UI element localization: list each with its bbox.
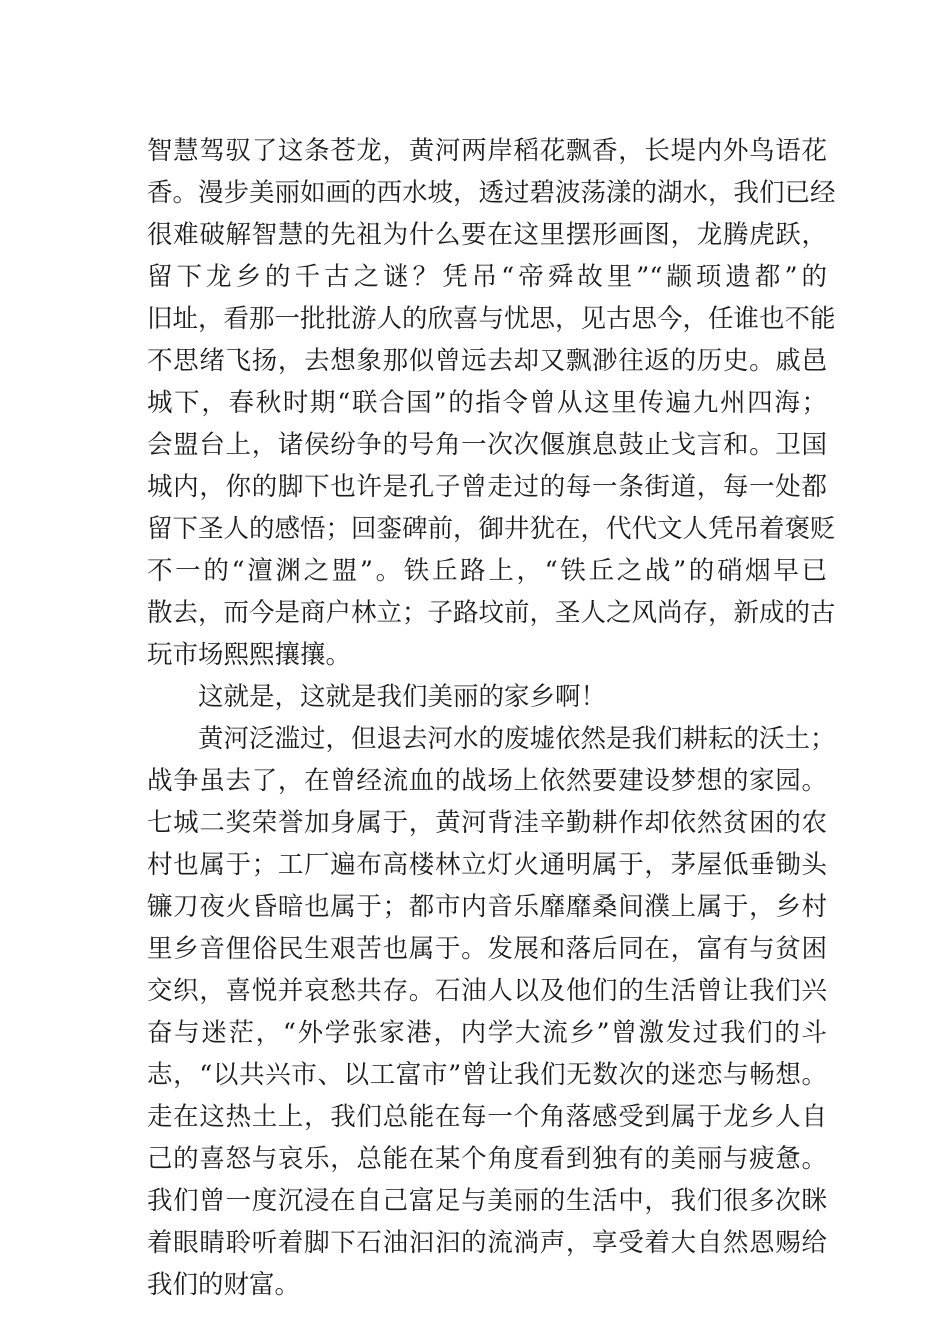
text-line: 走在这热土上，我们总能在每一个角落感受到属于龙乡人自 bbox=[147, 1102, 827, 1132]
text-line: 我们曾一度沉浸在自己富足与美丽的生活中，我们很多次眯 bbox=[147, 1186, 827, 1216]
text-line: 黄河泛滥过，但退去河水的废墟依然是我们耕耘的沃土； bbox=[198, 724, 836, 754]
text-line: 里乡音俚俗民生艰苦也属于。发展和落后同在，富有与贫困 bbox=[147, 934, 827, 964]
text-line: 玩市场熙熙攘攘。 bbox=[147, 640, 352, 670]
text-line: 香。漫步美丽如画的西水坡，透过碧波荡漾的湖水，我们已经 bbox=[147, 178, 836, 208]
text-line: 着眼睛聆听着脚下石油汩汩的流淌声，享受着大自然恩赐给 bbox=[147, 1228, 827, 1258]
text-line: 不一的“澶渊之盟”。铁丘路上，“铁丘之战”的硝烟早已 bbox=[147, 556, 827, 586]
text-line: 留下圣人的感悟；回銮碑前，御井犹在，代代文人凭吊着褒贬 bbox=[147, 514, 836, 544]
text-line: 散去，而今是商户林立；子路坟前，圣人之风尚存，新成的古 bbox=[147, 598, 836, 628]
text-line: 留下龙乡的千古之谜？凭吊“帝舜故里”“颛顼遗都”的 bbox=[147, 262, 827, 292]
text-line: 我们的财富。 bbox=[147, 1270, 301, 1300]
text-line: 镰刀夜火昏暗也属于；都市内音乐靡靡桑间濮上属于，乡村 bbox=[147, 892, 827, 922]
text-line: 旧址，看那一批批游人的欣喜与忧思，见古思今，任谁也不能 bbox=[147, 304, 836, 334]
text-line: 不思绪飞扬，去想象那似曾远去却又飘渺往返的历史。戚邑 bbox=[147, 346, 827, 376]
text-line: 交织，喜悦并哀愁共存。石油人以及他们的生活曾让我们兴 bbox=[147, 976, 827, 1006]
text-line: 城内，你的脚下也许是孔子曾走过的每一条街道，每一处都 bbox=[147, 472, 827, 502]
body-text bbox=[147, 130, 836, 1306]
text-line: 志，“以共兴市、以工富市”曾让我们无数次的迷恋与畅想。 bbox=[147, 1060, 827, 1090]
text-line: 智慧驾驭了这条苍龙，黄河两岸稻花飘香，长堤内外鸟语花 bbox=[147, 136, 827, 166]
text-line: 战争虽去了，在曾经流血的战场上依然要建设梦想的家园。 bbox=[147, 766, 827, 796]
text-line: 村也属于；工厂遍布高楼林立灯火通明属于，茅屋低垂锄头 bbox=[147, 850, 827, 880]
text-line: 城下，春秋时期“联合国”的指令曾从这里传遍九州四海； bbox=[147, 388, 827, 418]
text-line: 这就是，这就是我们美丽的家乡啊！ bbox=[198, 682, 607, 712]
text-line: 很难破解智慧的先祖为什么要在这里摆形画图，龙腾虎跃， bbox=[147, 220, 827, 250]
text-line: 七城二奖荣誉加身属于，黄河背洼辛勤耕作却依然贫困的农 bbox=[147, 808, 827, 838]
text-line: 会盟台上，诸侯纷争的号角一次次偃旗息鼓止戈言和。卫国 bbox=[147, 430, 827, 460]
text-line: 奋与迷茫，“外学张家港，内学大流乡”曾激发过我们的斗 bbox=[147, 1018, 827, 1048]
text-line: 己的喜怒与哀乐，总能在某个角度看到独有的美丽与疲惫。 bbox=[147, 1144, 827, 1174]
